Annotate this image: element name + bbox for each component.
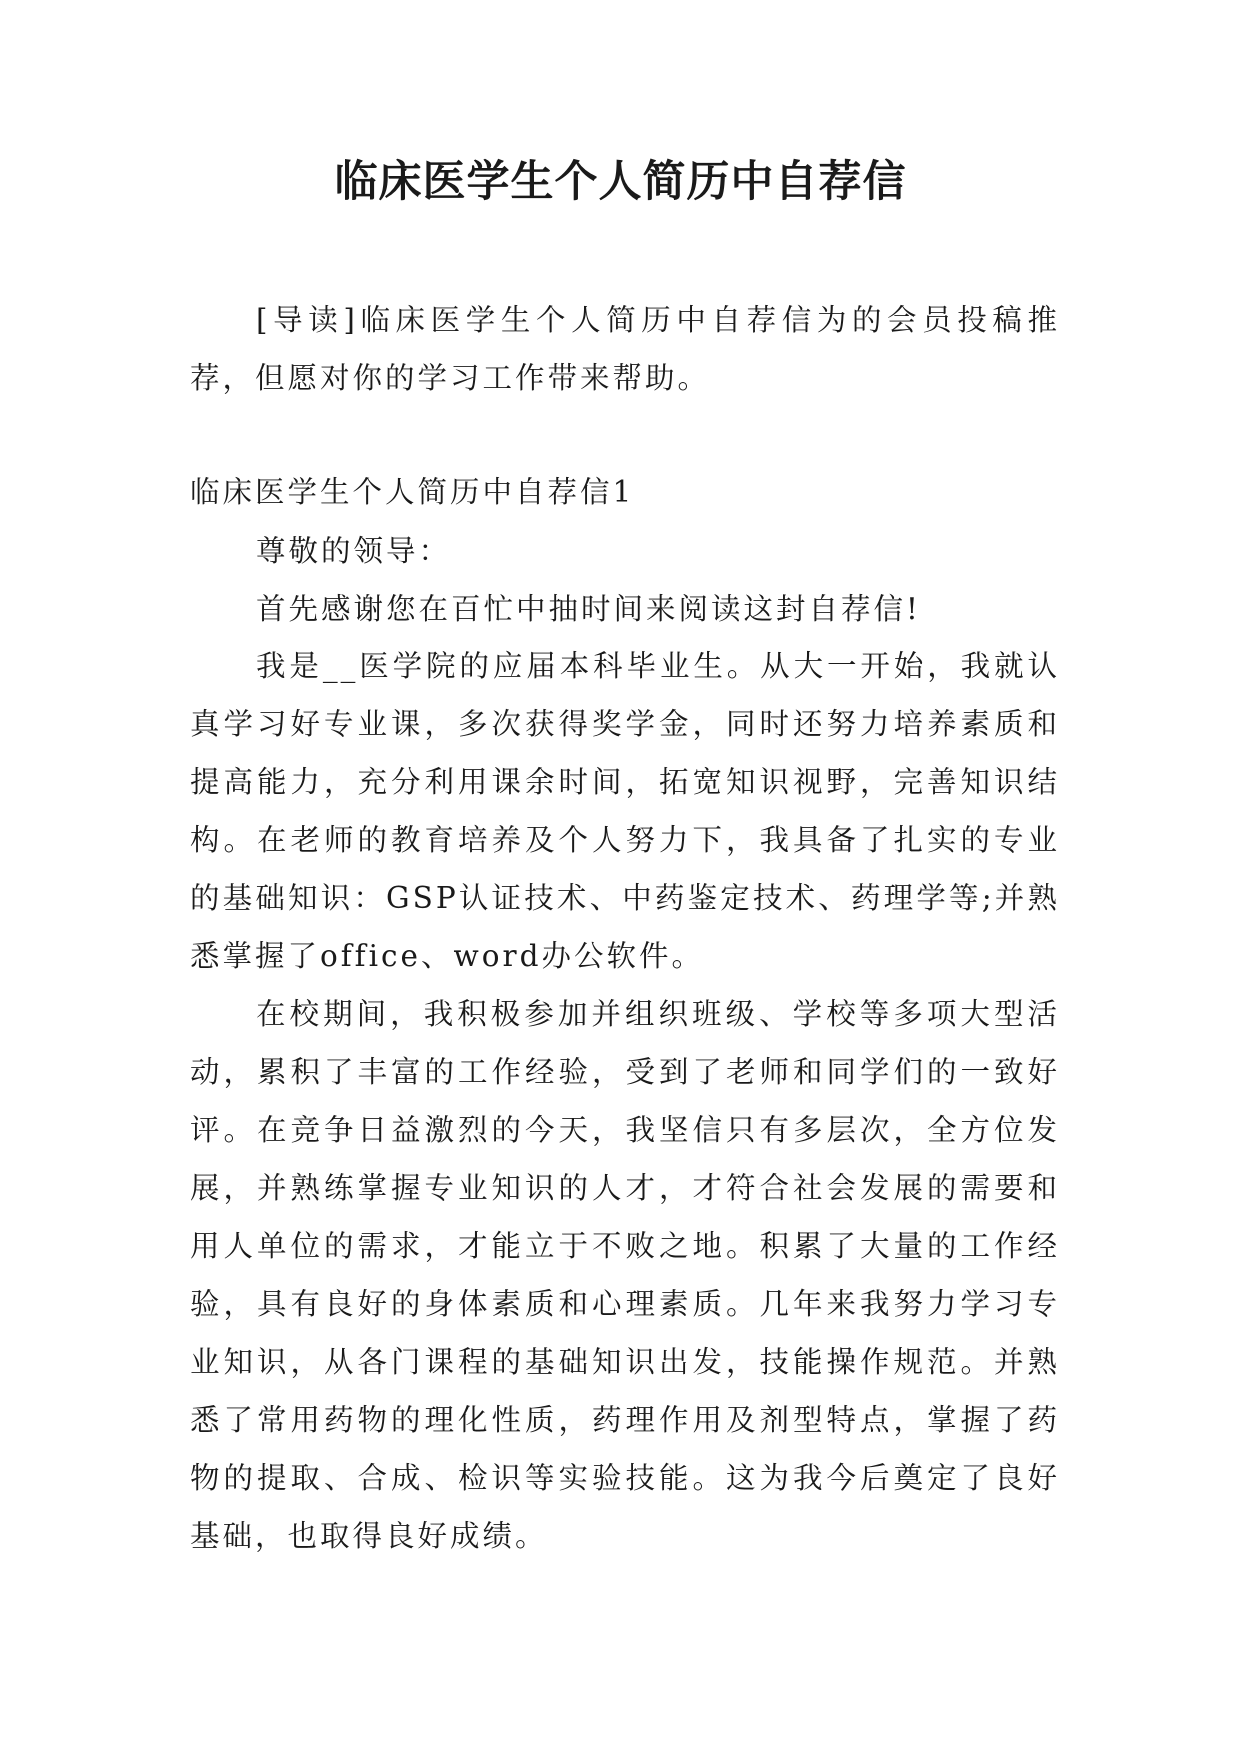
intro-paragraph: [导读]临床医学生个人简历中自荐信为的会员投稿推荐，但愿对你的学习工作带来帮助。: [190, 303, 1060, 395]
body-paragraph: 我是__医学院的应届本科毕业生。从大一开始，我就认真学习好专业课，多次获得奖学金，同时还努力培养素质和提高能力，充分利用课余时间，拓宽知识视野，完善知识结构。在老师的教育培养及个人努力下，我具备了扎实的专业的基础知识：GSP认证技术、中药鉴定技术、药理学等;并熟悉掌握了office、word办公软件。: [190, 649, 1060, 973]
body-paragraph: 在校期间，我积极参加并组织班级、学校等多项大型活动，累积了丰富的工作经验，受到了老师和同学们的一致好评。在竞争日益激烈的今天，我坚信只有多层次，全方位发展，并熟练掌握专业知识的人才，才符合社会发展的需要和用人单位的需求，才能立于不败之地。积累了大量的工作经验，具有良好的身体素质和心理素质。几年来我努力学习专业知识，从各门课程的基础知识出发，技能操作规范。并熟悉了常用药物的理化性质，药理作用及剂型特点，掌握了药物的提取、合成、检识等实验技能。这为我今后奠定了良好基础，也取得良好成绩。: [190, 997, 1060, 1553]
section-title: 临床医学生个人简历中自荐信1: [190, 475, 635, 509]
document-title: 临床医学生个人简历中自荐信: [334, 157, 907, 207]
salutation: 尊敬的领导：: [256, 534, 452, 568]
body-paragraph: 首先感谢您在百忙中抽时间来阅读这封自荐信!: [256, 592, 921, 626]
